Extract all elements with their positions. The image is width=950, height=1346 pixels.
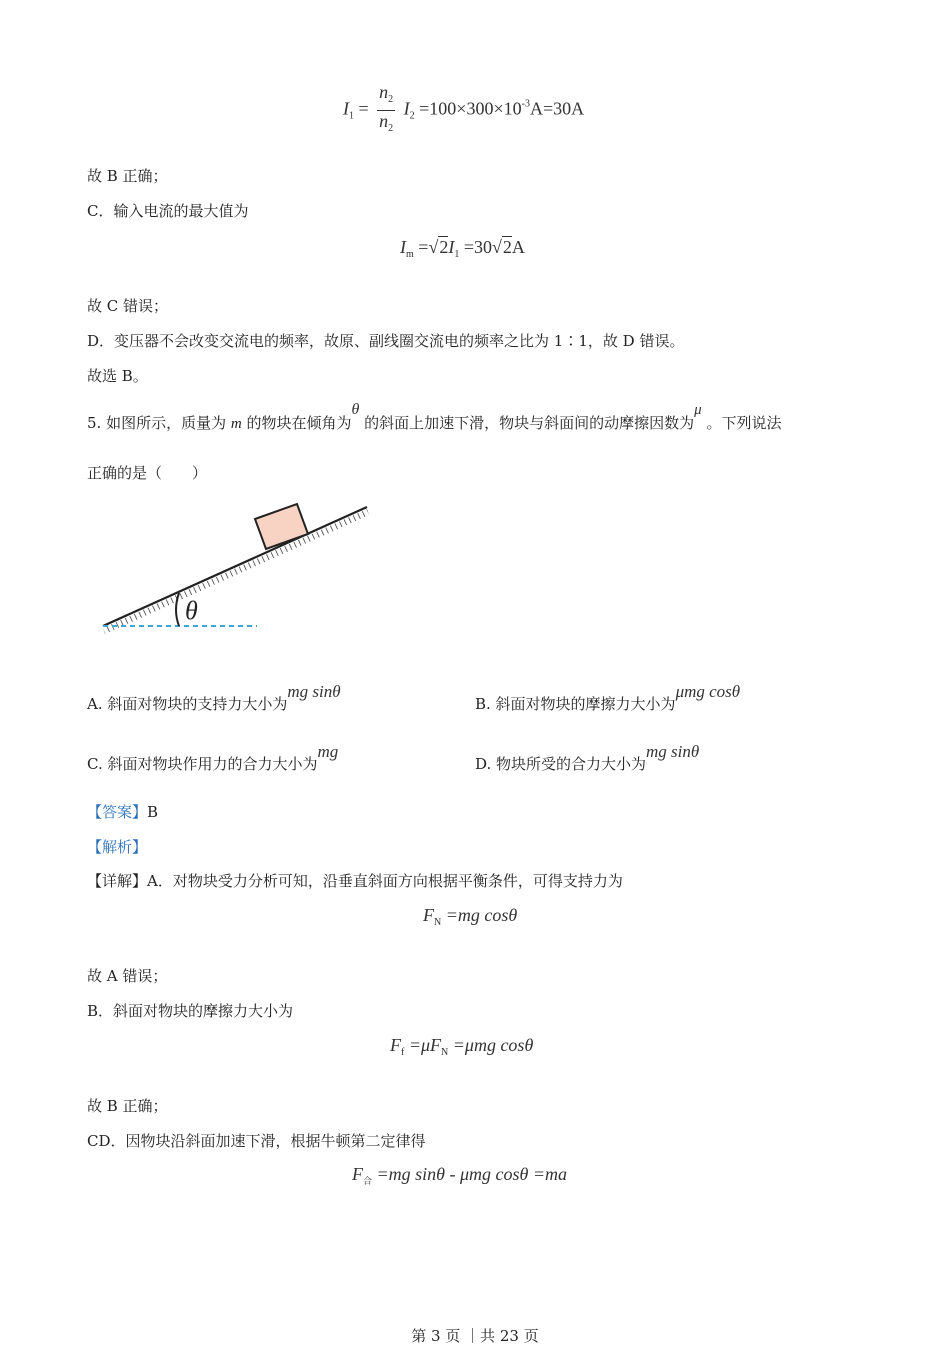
detail-label: 【详解】 (87, 872, 148, 890)
equation-friction-force (390, 1035, 533, 1058)
eq3-rhs: =mg cosθ (445, 905, 518, 925)
eq2-root2: 2 (502, 237, 512, 257)
eq1-den-var: n (379, 111, 389, 131)
answer-value: B (147, 803, 159, 821)
incline-hatching (103, 509, 369, 634)
q5-part4: 。下列说法 (706, 414, 782, 432)
q5-part2: 的物块在倾角为 (246, 414, 352, 432)
eq4-var: F (390, 1035, 401, 1055)
eq1-rhs-unit: A=30A (529, 98, 585, 119)
text-b-intro: B．斜面对物块的摩擦力大小为 (87, 1002, 294, 1020)
sqrt-icon: √ (428, 237, 439, 257)
eq2-root1: 2 (439, 237, 449, 257)
text-a-wrong: 故 A 错误； (87, 967, 168, 985)
eq1-rhs-var: I (403, 98, 410, 119)
text-d: D．变压器不会改变交流电的频率，故原、副线圈交流电的频率之比为 1∶1，故 D 错误。 (87, 332, 685, 350)
answer-label: 【答案】 (87, 803, 148, 821)
equation-normal-force (423, 905, 517, 928)
eq4-rhs2: =μmg cosθ (452, 1035, 534, 1055)
eq2-eq-sign: = (418, 237, 429, 257)
q5-part1: 5. 如图所示，质量为 (87, 414, 227, 432)
option-c-text: C. 斜面对物块作用力的合力大小为 (87, 755, 318, 773)
eq1-num-sub: 2 (388, 94, 394, 105)
q5-mass-symbol: m (230, 416, 242, 432)
eq2-mid-text: =30 (463, 237, 492, 257)
eq2-unit: A (511, 237, 525, 257)
incline-surface (103, 507, 367, 626)
eq1-lhs-var: I (343, 98, 349, 119)
question-5-line-1 (87, 401, 782, 434)
eq4-rhs1: =μF (408, 1035, 442, 1055)
equation-net-force (352, 1164, 567, 1187)
option-b (475, 682, 741, 714)
text-c-wrong: 故 C 错误； (87, 297, 169, 315)
detail-line (87, 871, 623, 891)
text-b-correct-2: 故 B 正确； (87, 1097, 168, 1115)
q5-part3: 的斜面上加速下滑，物块与斜面间的动摩擦因数为 (364, 414, 695, 432)
eq1-den-sub: 2 (388, 123, 394, 134)
eq5-var: F (352, 1164, 363, 1184)
q5-theta-symbol: θ (351, 401, 360, 418)
angle-theta-label: θ (185, 596, 198, 625)
eq3-var: F (423, 905, 434, 925)
eq2-mid-var: I (448, 237, 455, 257)
eq1-fraction (377, 82, 395, 139)
eq5-sub: 合 (363, 1177, 373, 1187)
option-c-math: mg (317, 742, 339, 761)
text-choose-b: 故选 B。 (87, 367, 148, 385)
sqrt-icon: √ (491, 237, 502, 257)
page-footer: 第 3 页 ｜共 23 页 (411, 1327, 539, 1345)
option-b-text: B. 斜面对物块的摩擦力大小为 (475, 695, 676, 713)
eq1-num-var: n (379, 82, 389, 102)
q5-mu-symbol: μ (694, 402, 702, 418)
eq2-var: I (400, 237, 406, 257)
option-a-text: A. 斜面对物块的支持力大小为 (87, 695, 288, 713)
eq1-rhs-sub: 2 (409, 110, 415, 122)
answer-line (87, 802, 158, 822)
question-5-line-2: 正确的是（ ） (87, 464, 208, 482)
text-cd: CD．因物块沿斜面加速下滑，根据牛顿第二定律得 (87, 1132, 426, 1150)
eq1-eq-sign: = (358, 98, 369, 119)
text-b-correct-1: 故 B 正确； (87, 167, 168, 185)
eq1-rhs-exp: -3 (521, 98, 530, 110)
eq1-lhs-sub: 1 (349, 110, 354, 122)
equation-max-current (400, 237, 525, 260)
incline-figure (95, 495, 380, 640)
option-b-math: μmg cosθ (675, 682, 741, 701)
option-a-math: mg sinθ (287, 682, 341, 701)
eq4-rhs1-sub: N (441, 1047, 449, 1058)
eq1-rhs-text: =100×300×10 (419, 98, 522, 119)
option-d (475, 742, 700, 774)
option-a (87, 682, 341, 714)
eq2-mid-sub: 1 (454, 249, 460, 260)
eq2-sub: m (406, 249, 414, 260)
eq5-rhs: =mg sinθ - μmg cosθ =ma (376, 1164, 568, 1184)
analysis-label: 【解析】 (87, 838, 148, 856)
option-d-text: D. 物块所受的合力大小为 (475, 755, 647, 773)
option-d-math: mg sinθ (646, 742, 700, 761)
detail-text: A．对物块受力分析可知，沿垂直斜面方向根据平衡条件，可得支持力为 (147, 872, 623, 890)
eq4-sub: f (401, 1047, 405, 1058)
equation-current-ratio (343, 82, 584, 132)
option-c (87, 742, 339, 774)
text-c-intro: C．输入电流的最大值为 (87, 202, 249, 220)
eq3-sub: N (434, 917, 442, 928)
